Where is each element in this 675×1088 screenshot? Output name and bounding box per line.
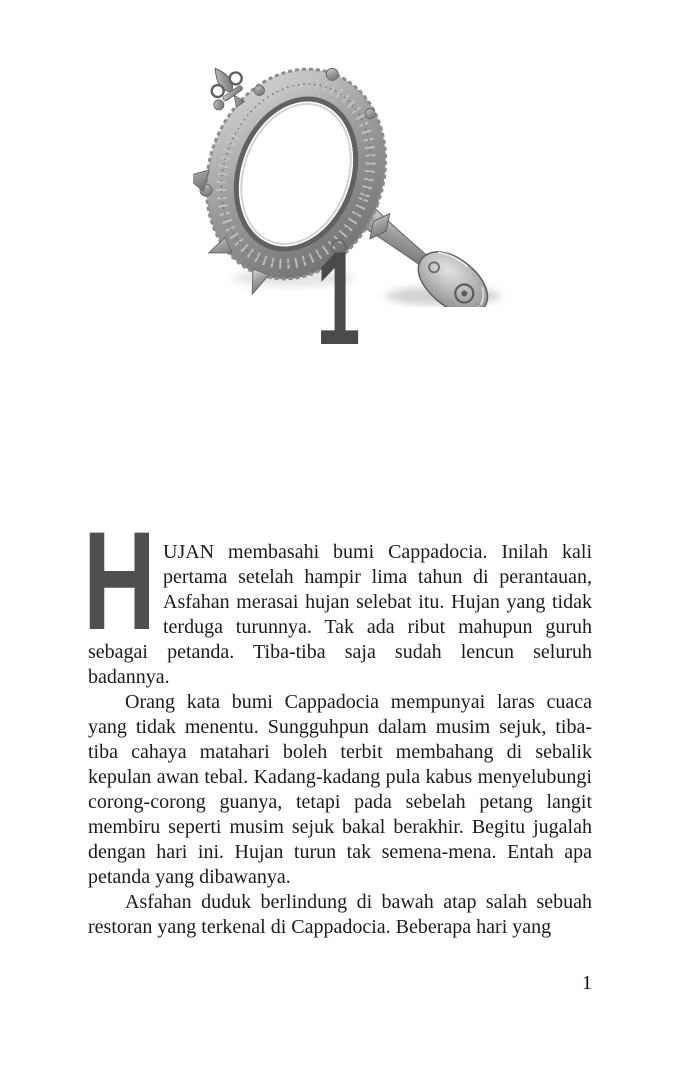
chapter-number: 1	[316, 225, 361, 373]
drop-cap: H	[83, 502, 156, 659]
paragraph: Asfahan duduk berlindung di bawah atap salah sebuah restoran yang terkenal di Cappadocia. Beberapa hari yang	[88, 891, 592, 938]
chapter-text-block	[83, 502, 592, 940]
paragraph-text: UJAN membasahi bumi Cappadocia. Inilah kali pertama setelah hampir lima tahun di perantauan, Asfahan merasai hujan selebat itu. Hujan yang tidak terduga turunnya. Tak ada ribut mahupun guruh sebagai petanda. Tiba-tiba saja sudah lencun seluruh badannya.	[88, 541, 592, 688]
page-number: 1	[582, 972, 592, 994]
paragraph	[88, 540, 592, 690]
paragraph: Orang kata bumi Cappadocia mempunyai laras cuaca yang tidak menentu. Sungguhpun dalam musim sejuk, tiba-tiba cahaya matahari boleh terbit membahang di sebalik kepulan awan tebal. Kadang-kadang pula kabus menyelubungi corong-corong guanya, tetapi pada sebelah petang langit membiru seperti musim sejuk bakal berakhir. Begitu jugalah dengan hari ini. Hujan turun tak semena-mena. Entah apa petanda yang dibawanya.	[88, 691, 592, 888]
